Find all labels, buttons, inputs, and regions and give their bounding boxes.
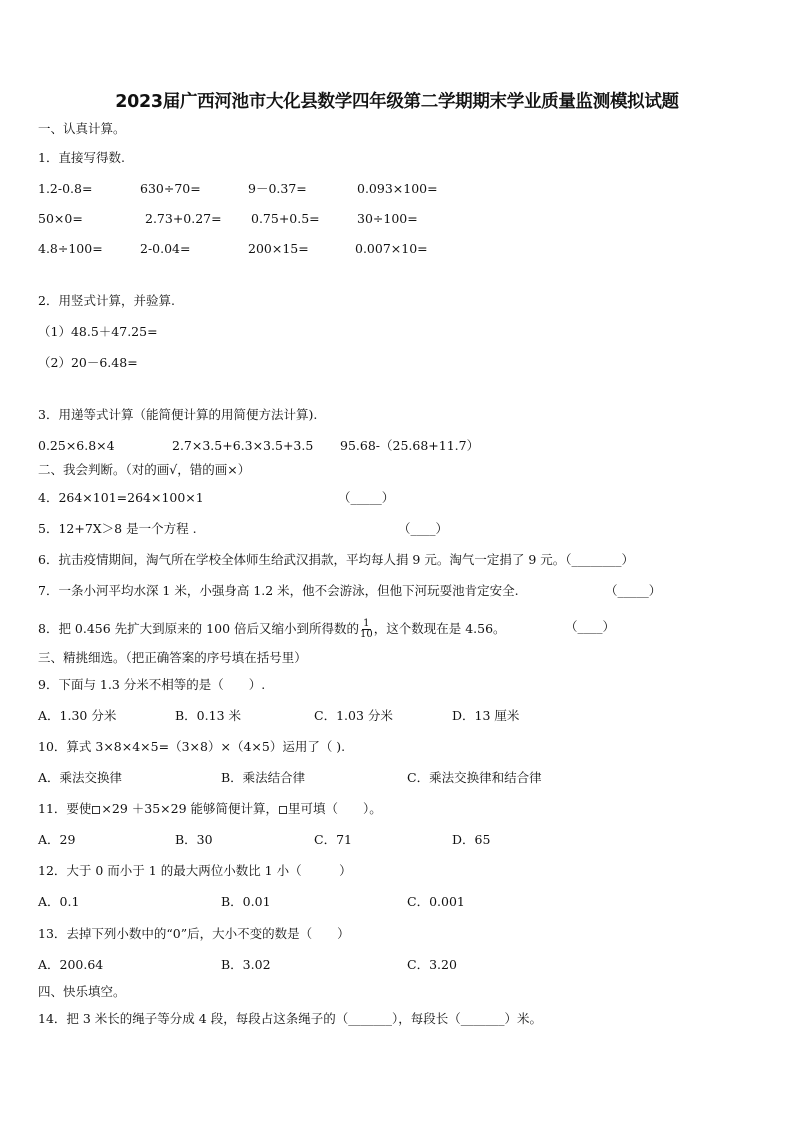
question-11-text: 11．要使 (38, 801, 92, 816)
answer-blank[interactable]: （____） (398, 521, 449, 536)
option-d[interactable]: D．13 厘米 (452, 708, 520, 723)
question-5: 5．12+7X＞8 是一个方程 . (38, 521, 197, 536)
question-11-text-mid: ×29 ＋35×29 能够简便计算， (101, 801, 279, 816)
option-a[interactable]: A．29 (38, 832, 76, 847)
calc-item: 2-0.04= (140, 241, 191, 256)
option-a[interactable]: A．乘法交换律 (38, 770, 123, 785)
question-3: 3．用递等式计算（能简便计算的用简便方法计算). (38, 407, 318, 422)
answer-blank[interactable]: （_____） (338, 490, 395, 505)
question-12: 12．大于 0 而小于 1 的最大两位小数比 1 小（ ） (38, 863, 352, 878)
question-10: 10．算式 3×8×4×5=（3×8）×（4×5）运用了（ ). (38, 739, 346, 754)
calc-item: 200×15= (248, 241, 309, 256)
option-c[interactable]: C．71 (314, 832, 352, 847)
fraction-one-tenth (360, 619, 373, 640)
option-b[interactable]: B．30 (175, 832, 213, 847)
option-d[interactable]: D．65 (452, 832, 491, 847)
section-4-heading: 四、快乐填空。 (38, 984, 126, 999)
option-b[interactable]: B．0.01 (221, 894, 271, 909)
expression-item: 2.7×3.5+6.3×3.5+3.5 (172, 438, 314, 453)
option-a[interactable]: A．1.30 分米 (38, 708, 117, 723)
box-placeholder-icon (279, 806, 287, 814)
answer-blank[interactable]: （_____） (605, 583, 662, 598)
expression-item: 0.25×6.8×4 (38, 438, 115, 453)
question-13: 13．去掉下列小数中的“0”后，大小不变的数是（ ） (38, 926, 350, 941)
box-placeholder-icon (92, 806, 100, 814)
calc-item: 0.007×10= (355, 241, 428, 256)
question-4: 4．264×101=264×100×1 (38, 490, 204, 505)
section-1-heading: 一、认真计算。 (38, 121, 126, 136)
question-9: 9．下面与 1.3 分米不相等的是（ ）. (38, 677, 266, 692)
question-11-text-end: 里可填（ ）。 (288, 801, 382, 816)
option-c[interactable]: C．0.001 (407, 894, 465, 909)
question-7: 7．一条小河平均水深 1 米，小强身高 1.2 米，他不会游泳，但他下河玩耍池肯定安全. (38, 583, 519, 598)
option-c[interactable]: C．乘法交换律和结合律 (407, 770, 542, 785)
fraction-numerator: 1 (363, 618, 370, 629)
question-8-text-end: ，这个数现在是 4.56。 (373, 621, 506, 636)
option-a[interactable]: A．0.1 (38, 894, 80, 909)
option-b[interactable]: B．乘法结合律 (221, 770, 306, 785)
calc-item: 630÷70= (140, 181, 201, 196)
question-2-part-2: （2）20－6.48= (38, 355, 138, 370)
calc-item: 30÷100= (357, 211, 418, 226)
option-b[interactable]: B．0.13 米 (175, 708, 241, 723)
section-2-heading: 二、我会判断。（对的画√，错的画×） (38, 462, 251, 477)
calc-item: 0.75+0.5= (251, 211, 320, 226)
answer-blank[interactable]: （____） (565, 619, 616, 634)
expression-item: 95.68-（25.68+11.7） (340, 438, 480, 453)
question-1: 1．直接写得数. (38, 150, 125, 165)
section-3-heading: 三、精挑细选。（把正确答案的序号填在括号里） (38, 650, 307, 665)
calc-item: 50×0= (38, 211, 83, 226)
question-2-part-1: （1）48.5＋47.25= (38, 324, 158, 339)
question-8-text: 8．把 0.456 先扩大到原来的 100 倍后又缩小到所得数的 (38, 621, 359, 636)
page-title: 2023届广西河池市大化县数学四年级第二学期期末学业质量监测模拟试题 (115, 92, 679, 112)
calc-item: 9－0.37= (248, 181, 307, 196)
option-c[interactable]: C．1.03 分米 (314, 708, 393, 723)
option-a[interactable]: A．200.64 (38, 957, 104, 972)
question-2: 2．用竖式计算，并验算. (38, 293, 175, 308)
option-b[interactable]: B．3.02 (221, 957, 271, 972)
calc-item: 0.093×100= (357, 181, 438, 196)
calc-item: 2.73+0.27= (145, 211, 222, 226)
fraction-denominator: 10 (360, 629, 373, 640)
question-14: 14．把 3 米长的绳子等分成 4 段，每段占这条绳子的（_______），每段长（_______）米。 (38, 1011, 542, 1026)
calc-item: 1.2-0.8= (38, 181, 93, 196)
option-c[interactable]: C．3.20 (407, 957, 457, 972)
calc-item: 4.8÷100= (38, 241, 103, 256)
question-11 (38, 801, 382, 817)
question-8 (38, 619, 506, 640)
question-6: 6．抗击疫情期间，淘气所在学校全体师生给武汉捐款，平均每人捐 9 元。淘气一定捐了 9 元。（________） (38, 552, 635, 567)
